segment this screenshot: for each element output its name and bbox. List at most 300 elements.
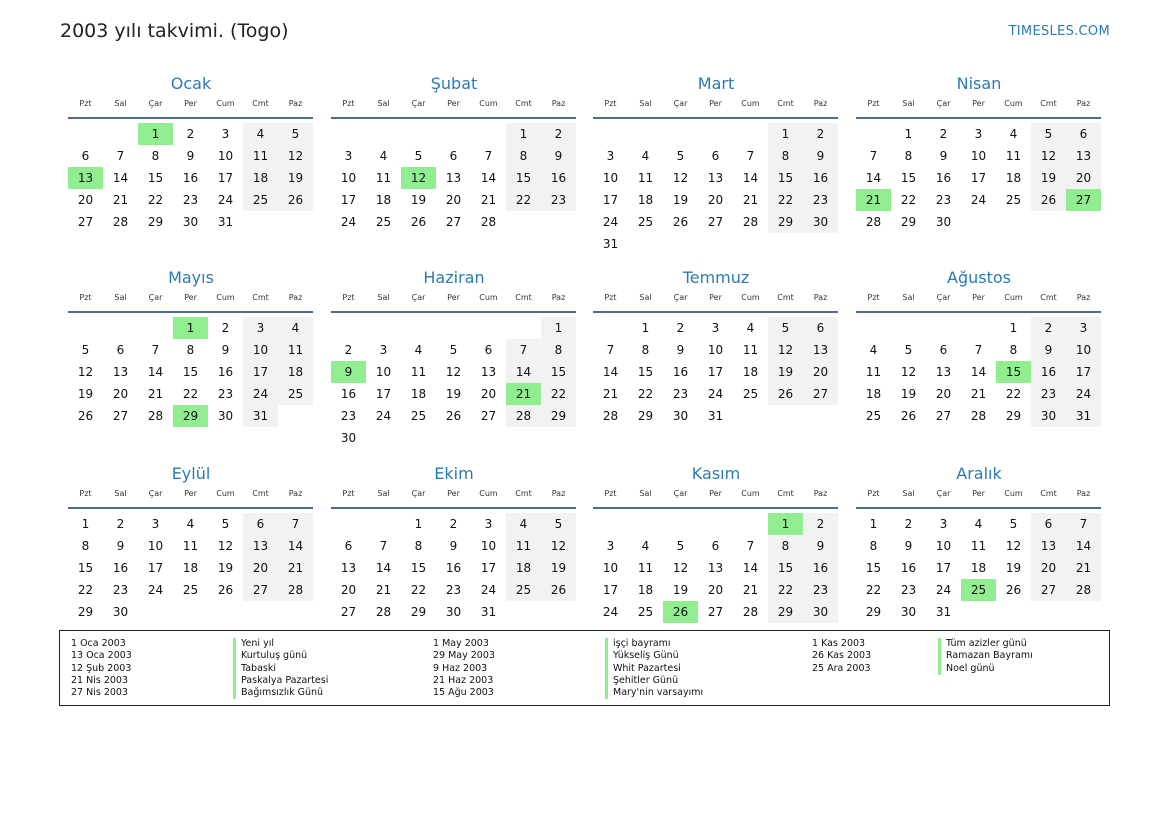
day-cell: 27 <box>445 215 462 229</box>
day-cell: 26 <box>278 189 313 211</box>
days-grid <box>856 119 1102 251</box>
day-cell: 2 <box>541 123 576 145</box>
day-cell: 31 <box>217 215 234 229</box>
day-cell: 20 <box>340 583 357 597</box>
day-cell: 12 <box>1031 145 1066 167</box>
holiday-legend <box>59 630 1110 706</box>
weekday-label: Pzt <box>604 293 617 302</box>
day-cell: 18 <box>970 561 987 575</box>
weekday-label: Paz <box>551 99 566 108</box>
day-cell: 12 <box>672 171 689 185</box>
day-cell: 6 <box>803 317 838 339</box>
day-cell: 4 <box>379 149 388 163</box>
day-cell: 14 <box>506 361 541 383</box>
day-cell: 9 <box>221 343 230 357</box>
legend-date: 9 Haz 2003 <box>433 662 488 674</box>
day-cell: 1 <box>641 321 650 335</box>
day-cell: 11 <box>182 539 199 553</box>
day-cell: 19 <box>672 193 689 207</box>
day-cell: 28 <box>1066 579 1101 601</box>
day-cell: 7 <box>746 539 755 553</box>
weekday-label: Per <box>972 489 985 498</box>
day-cell: 8 <box>151 149 160 163</box>
day-cell: 18 <box>410 387 427 401</box>
day-cell: 14 <box>742 561 759 575</box>
weekday-label: Cum <box>216 293 235 302</box>
weekday-label: Paz <box>813 293 828 302</box>
days-grid <box>331 119 577 251</box>
day-cell: 5 <box>81 343 90 357</box>
month-block <box>593 73 839 251</box>
day-cell: 3 <box>151 517 160 531</box>
day-cell: 12 <box>278 145 313 167</box>
weekday-header <box>856 489 1102 503</box>
day-cell: 15 <box>147 171 164 185</box>
day-cell: 14 <box>375 561 392 575</box>
month-block <box>68 73 314 251</box>
legend-holiday-name: Paskalya Pazartesi <box>233 675 328 687</box>
weekday-label: Cum <box>216 489 235 498</box>
day-cell: 9 <box>803 145 838 167</box>
day-cell: 10 <box>217 149 234 163</box>
day-cell: 4 <box>641 149 650 163</box>
days-grid <box>593 119 839 251</box>
day-cell: 9 <box>541 145 576 167</box>
day-cell: 22 <box>541 383 576 405</box>
weekday-label: Cmt <box>252 489 269 498</box>
weekday-header <box>68 99 314 113</box>
month-block <box>68 267 314 445</box>
day-cell: 22 <box>147 193 164 207</box>
weekday-label: Çar <box>411 99 426 108</box>
weekday-label: Paz <box>1076 293 1091 302</box>
month-block <box>68 463 314 641</box>
day-cell: 5 <box>221 517 230 531</box>
weekday-label: Sal <box>377 99 390 108</box>
day-cell: 29 <box>865 605 882 619</box>
day-cell: 9 <box>939 149 948 163</box>
legend-holiday-name: Ramazan Bayramı <box>938 650 1033 662</box>
weekday-label: Paz <box>288 489 303 498</box>
day-cell: 6 <box>1031 513 1066 535</box>
day-cell: 10 <box>935 539 952 553</box>
day-cell: 23 <box>900 583 917 597</box>
day-cell: 23 <box>112 583 129 597</box>
day-cell: 7 <box>484 149 493 163</box>
day-cell: 19 <box>1005 561 1022 575</box>
day-cell: 8 <box>641 343 650 357</box>
day-cell: 15 <box>506 167 541 189</box>
day-cell: 13 <box>112 365 129 379</box>
holiday-day-cell: 1 <box>173 317 208 339</box>
legend-date: 27 Nis 2003 <box>71 687 128 699</box>
day-cell: 1 <box>904 127 913 141</box>
day-cell: 30 <box>217 409 234 423</box>
day-cell: 19 <box>541 557 576 579</box>
weekday-label: Per <box>447 99 460 108</box>
day-cell: 25 <box>243 189 278 211</box>
weekday-header <box>331 99 577 113</box>
day-cell: 19 <box>672 583 689 597</box>
day-cell: 9 <box>803 535 838 557</box>
day-cell: 23 <box>340 409 357 423</box>
day-cell: 20 <box>707 583 724 597</box>
day-cell: 26 <box>1005 583 1022 597</box>
day-cell: 17 <box>1066 361 1101 383</box>
day-cell: 5 <box>904 343 913 357</box>
weekday-label: Sal <box>902 99 915 108</box>
day-cell: 6 <box>449 149 458 163</box>
month-block <box>331 463 577 641</box>
day-cell: 11 <box>243 145 278 167</box>
day-cell: 2 <box>116 517 125 531</box>
day-cell: 13 <box>445 171 462 185</box>
day-cell: 11 <box>410 365 427 379</box>
weekday-label: Pzt <box>79 293 92 302</box>
day-cell: 7 <box>278 513 313 535</box>
legend-name-column <box>938 638 1033 675</box>
day-cell: 3 <box>484 517 493 531</box>
day-cell: 8 <box>414 539 423 553</box>
day-cell: 25 <box>742 387 759 401</box>
weekday-label: Paz <box>551 293 566 302</box>
legend-date: 15 Ağu 2003 <box>433 687 494 699</box>
legend-holiday-name: Mary'nin varsayımı <box>605 687 703 699</box>
days-grid <box>593 313 839 445</box>
day-cell: 31 <box>1066 405 1101 427</box>
day-cell: 14 <box>147 365 164 379</box>
day-cell: 5 <box>414 149 423 163</box>
legend-date: 26 Kas 2003 <box>812 650 872 662</box>
day-cell: 16 <box>803 167 838 189</box>
month-name: Mayıs <box>168 268 214 287</box>
day-cell: 13 <box>935 365 952 379</box>
day-cell: 18 <box>1005 171 1022 185</box>
day-cell: 24 <box>602 605 619 619</box>
day-cell: 9 <box>186 149 195 163</box>
day-cell: 23 <box>803 579 838 601</box>
day-cell: 13 <box>480 365 497 379</box>
day-cell: 6 <box>344 539 353 553</box>
legend-name-column <box>605 638 703 699</box>
day-cell: 25 <box>278 383 313 405</box>
day-cell: 21 <box>112 193 129 207</box>
day-cell: 13 <box>340 561 357 575</box>
day-cell: 1 <box>414 517 423 531</box>
day-cell: 8 <box>904 149 913 163</box>
day-cell: 4 <box>186 517 195 531</box>
day-cell: 13 <box>707 561 724 575</box>
day-cell: 26 <box>1031 189 1066 211</box>
legend-date: 29 May 2003 <box>433 650 495 662</box>
day-cell: 4 <box>746 321 755 335</box>
day-cell: 1 <box>81 517 90 531</box>
legend-holiday-name: işçi bayramı <box>605 638 703 650</box>
weekday-label: Cmt <box>1040 293 1057 302</box>
day-cell: 13 <box>1066 145 1101 167</box>
day-cell: 27 <box>1031 579 1066 601</box>
day-cell: 23 <box>935 193 952 207</box>
days-grid <box>68 313 314 445</box>
day-cell: 19 <box>410 193 427 207</box>
day-cell: 30 <box>900 605 917 619</box>
day-cell: 19 <box>77 387 94 401</box>
day-cell: 11 <box>506 535 541 557</box>
day-cell: 9 <box>116 539 125 553</box>
days-grid <box>68 119 314 251</box>
day-cell: 13 <box>243 535 278 557</box>
month-name: Mart <box>697 74 735 93</box>
day-cell: 23 <box>1031 383 1066 405</box>
day-cell: 16 <box>340 387 357 401</box>
day-cell: 8 <box>541 339 576 361</box>
day-cell: 17 <box>707 365 724 379</box>
day-cell: 4 <box>641 539 650 553</box>
legend-holiday-name: Şehitler Günü <box>605 675 703 687</box>
weekday-label: Per <box>972 99 985 108</box>
day-cell: 6 <box>243 513 278 535</box>
day-cell: 24 <box>375 409 392 423</box>
day-cell: 4 <box>974 517 983 531</box>
holiday-day-cell: 26 <box>663 601 698 623</box>
day-cell: 20 <box>707 193 724 207</box>
weekday-label: Cum <box>741 489 760 498</box>
day-cell: 15 <box>541 361 576 383</box>
day-cell: 30 <box>182 215 199 229</box>
weekday-label: Per <box>447 489 460 498</box>
day-cell: 14 <box>480 171 497 185</box>
day-cell: 28 <box>278 579 313 601</box>
holiday-day-cell: 12 <box>401 167 436 189</box>
day-cell: 26 <box>672 215 689 229</box>
day-cell: 2 <box>344 343 353 357</box>
day-cell: 31 <box>243 405 278 427</box>
day-cell: 22 <box>865 583 882 597</box>
month-block <box>593 267 839 445</box>
day-cell: 26 <box>77 409 94 423</box>
weekday-header <box>68 489 314 503</box>
day-cell: 5 <box>1009 517 1018 531</box>
day-cell: 16 <box>900 561 917 575</box>
day-cell: 12 <box>672 561 689 575</box>
day-cell: 10 <box>970 149 987 163</box>
day-cell: 30 <box>340 431 357 445</box>
day-cell: 4 <box>1009 127 1018 141</box>
day-cell: 10 <box>1066 339 1101 361</box>
days-grid <box>331 509 577 641</box>
legend-holiday-name: Kurtuluş günü <box>233 650 328 662</box>
day-cell: 6 <box>939 343 948 357</box>
day-cell: 18 <box>182 561 199 575</box>
day-cell: 15 <box>900 171 917 185</box>
month-name: Ocak <box>170 74 212 93</box>
day-cell: 31 <box>480 605 497 619</box>
weekday-label: Çar <box>148 99 163 108</box>
day-cell: 24 <box>243 383 278 405</box>
day-cell: 23 <box>541 189 576 211</box>
day-cell: 17 <box>375 387 392 401</box>
month-block <box>856 73 1102 251</box>
holiday-day-cell: 27 <box>1066 189 1101 211</box>
holiday-day-cell: 9 <box>331 361 366 383</box>
days-grid <box>68 509 314 641</box>
day-cell: 22 <box>768 189 803 211</box>
day-cell: 25 <box>506 579 541 601</box>
day-cell: 21 <box>480 193 497 207</box>
day-cell: 9 <box>904 539 913 553</box>
day-cell: 24 <box>602 215 619 229</box>
day-cell: 8 <box>869 539 878 553</box>
day-cell: 27 <box>803 383 838 405</box>
weekday-label: Cmt <box>252 99 269 108</box>
day-cell: 25 <box>637 605 654 619</box>
day-cell: 5 <box>541 513 576 535</box>
day-cell: 20 <box>445 193 462 207</box>
day-cell: 18 <box>243 167 278 189</box>
day-cell: 5 <box>676 149 685 163</box>
day-cell: 29 <box>77 605 94 619</box>
weekday-label: Çar <box>148 293 163 302</box>
weekday-label: Paz <box>288 99 303 108</box>
day-cell: 17 <box>340 193 357 207</box>
weekday-label: Sal <box>639 99 652 108</box>
day-cell: 20 <box>77 193 94 207</box>
day-cell: 6 <box>116 343 125 357</box>
day-cell: 22 <box>900 193 917 207</box>
weekday-label: Sal <box>114 293 127 302</box>
legend-date: 1 Kas 2003 <box>812 638 866 649</box>
day-cell: 25 <box>865 409 882 423</box>
day-cell: 20 <box>480 387 497 401</box>
day-cell: 19 <box>278 167 313 189</box>
day-cell: 25 <box>1005 193 1022 207</box>
day-cell: 23 <box>445 583 462 597</box>
day-cell: 11 <box>970 539 987 553</box>
weekday-label: Cmt <box>777 99 794 108</box>
site-link[interactable]: TIMESLES.COM <box>1008 24 1110 39</box>
day-cell: 21 <box>602 387 619 401</box>
day-cell: 6 <box>1066 123 1101 145</box>
day-cell: 22 <box>637 387 654 401</box>
day-cell: 10 <box>243 339 278 361</box>
holiday-day-cell: 21 <box>506 383 541 405</box>
day-cell: 3 <box>711 321 720 335</box>
weekday-label: Paz <box>813 99 828 108</box>
day-cell: 8 <box>186 343 195 357</box>
weekday-header <box>331 293 577 307</box>
legend-holiday-name: Bağımsızlık Günü <box>233 687 328 699</box>
day-cell: 8 <box>768 145 803 167</box>
weekday-label: Per <box>447 293 460 302</box>
day-cell: 29 <box>1005 409 1022 423</box>
day-cell: 14 <box>970 365 987 379</box>
day-cell: 4 <box>869 343 878 357</box>
weekday-label: Cmt <box>252 293 269 302</box>
day-cell: 27 <box>340 605 357 619</box>
weekday-label: Sal <box>639 293 652 302</box>
day-cell: 2 <box>449 517 458 531</box>
day-cell: 3 <box>243 317 278 339</box>
day-cell: 4 <box>243 123 278 145</box>
weekday-label: Sal <box>377 489 390 498</box>
day-cell: 27 <box>935 409 952 423</box>
legend-date: 25 Ara 2003 <box>812 662 871 674</box>
weekday-label: Paz <box>288 293 303 302</box>
weekday-label: Çar <box>673 489 688 498</box>
day-cell: 20 <box>112 387 129 401</box>
day-cell: 4 <box>278 317 313 339</box>
day-cell: 27 <box>243 579 278 601</box>
day-cell: 29 <box>410 605 427 619</box>
day-cell: 20 <box>1066 167 1101 189</box>
day-cell: 15 <box>768 167 803 189</box>
weekday-header <box>593 489 839 503</box>
day-cell: 29 <box>541 405 576 427</box>
day-cell: 25 <box>637 215 654 229</box>
weekday-label: Per <box>972 293 985 302</box>
day-cell: 1 <box>1009 321 1018 335</box>
day-cell: 28 <box>742 215 759 229</box>
day-cell: 10 <box>480 539 497 553</box>
day-cell: 30 <box>1031 405 1066 427</box>
weekday-label: Pzt <box>867 489 880 498</box>
day-cell: 2 <box>186 127 195 141</box>
day-cell: 12 <box>77 365 94 379</box>
day-cell: 7 <box>151 343 160 357</box>
day-cell: 16 <box>672 365 689 379</box>
weekday-label: Cmt <box>1040 489 1057 498</box>
day-cell: 11 <box>742 343 759 357</box>
page-title: 2003 yılı takvimi. (Togo) <box>60 20 289 42</box>
day-cell: 28 <box>112 215 129 229</box>
day-cell: 21 <box>147 387 164 401</box>
day-cell: 20 <box>803 361 838 383</box>
day-cell: 5 <box>449 343 458 357</box>
day-cell: 21 <box>970 387 987 401</box>
day-cell: 28 <box>865 215 882 229</box>
day-cell: 17 <box>602 193 619 207</box>
weekday-label: Çar <box>673 293 688 302</box>
day-cell: 12 <box>1005 539 1022 553</box>
day-cell: 30 <box>935 215 952 229</box>
day-cell: 13 <box>1031 535 1066 557</box>
day-cell: 21 <box>742 583 759 597</box>
day-cell: 1 <box>768 123 803 145</box>
day-cell: 22 <box>182 387 199 401</box>
day-cell: 29 <box>768 211 803 233</box>
day-cell: 17 <box>935 561 952 575</box>
legend-date: 13 Oca 2003 <box>71 650 132 662</box>
day-cell: 3 <box>379 343 388 357</box>
weekday-label: Per <box>709 99 722 108</box>
month-name: Ağustos <box>947 268 1011 287</box>
weekday-label: Sal <box>902 293 915 302</box>
day-cell: 28 <box>506 405 541 427</box>
day-cell: 20 <box>1031 557 1066 579</box>
weekday-label: Pzt <box>604 489 617 498</box>
day-cell: 23 <box>217 387 234 401</box>
day-cell: 19 <box>768 361 803 383</box>
holiday-day-cell: 1 <box>768 513 803 535</box>
day-cell: 31 <box>935 605 952 619</box>
day-cell: 17 <box>243 361 278 383</box>
weekday-label: Paz <box>551 489 566 498</box>
legend-holiday-name: Yeni yıl <box>233 638 328 650</box>
day-cell: 26 <box>445 409 462 423</box>
day-cell: 18 <box>742 365 759 379</box>
day-cell: 21 <box>375 583 392 597</box>
legend-name-column <box>233 638 328 699</box>
